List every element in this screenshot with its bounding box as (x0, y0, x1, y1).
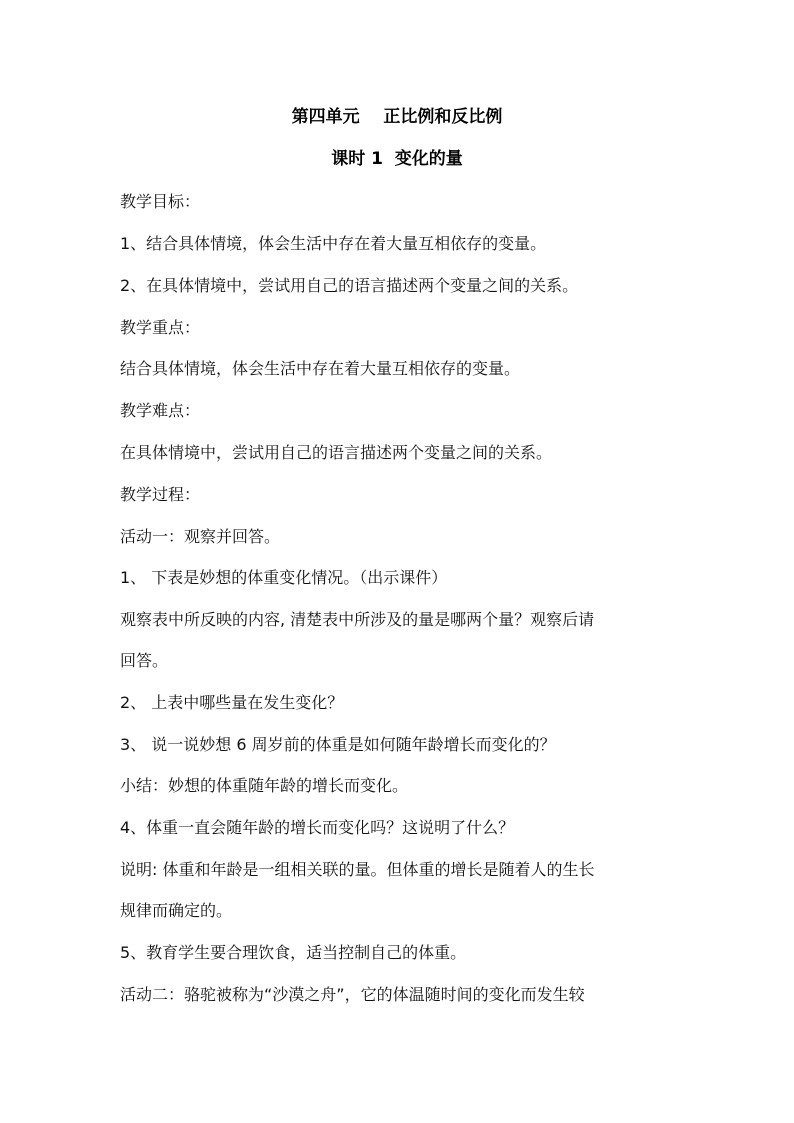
text-line: 教学目标： (120, 192, 201, 211)
text-line: 教学过程： (120, 485, 201, 504)
text-line: 规律而确定的。 (120, 901, 233, 920)
lesson-title: 课时 1 变化的量 (331, 149, 463, 169)
text-line: 1、 下表是妙想的体重变化情况。（出示课件） (120, 568, 448, 587)
text-line: 回答。 (120, 651, 169, 670)
text-line: 结合具体情境，体会生活中存在着大量互相依存的变量。 (120, 359, 521, 378)
text-line: 观察表中所反映的内容, 清楚表中所涉及的量是哪两个量？观察后请 (120, 610, 595, 629)
text-line: 教学重点： (120, 318, 201, 337)
text-line: 4、体重一直会随年龄的增长而变化吗？这说明了什么？ (120, 818, 515, 837)
text-line: 说明: 体重和年龄是一组相关联的量。但体重的增长是随着人的生长 (120, 860, 595, 879)
text-line: 活动一：观察并回答。 (120, 527, 281, 546)
text-line: 在具体情境中，尝试用自己的语言描述两个变量之间的关系。 (120, 443, 553, 462)
text-line: 5、教育学生要合理饮食，适当控制自己的体重。 (120, 943, 467, 962)
text-line: 2、在具体情境中，尝试用自己的语言描述两个变量之间的关系。 (120, 276, 579, 295)
unit-title: 第四单元 正比例和反比例 (291, 107, 503, 127)
text-line: 3、 说一说妙想 6 周岁前的体重是如何随年龄增长而变化的？ (120, 735, 556, 754)
text-line: 1、结合具体情境，体会生活中存在着大量互相依存的变量。 (120, 234, 547, 253)
text-line: 活动二：骆驼被称为“沙漠之舟”，它的体温随时间的变化而发生较 (120, 985, 585, 1004)
text-line: 教学难点： (120, 401, 201, 420)
text-line: 2、 上表中哪些量在发生变化？ (120, 693, 344, 712)
text-line: 小结：妙想的体重随年龄的增长而变化。 (120, 776, 409, 795)
